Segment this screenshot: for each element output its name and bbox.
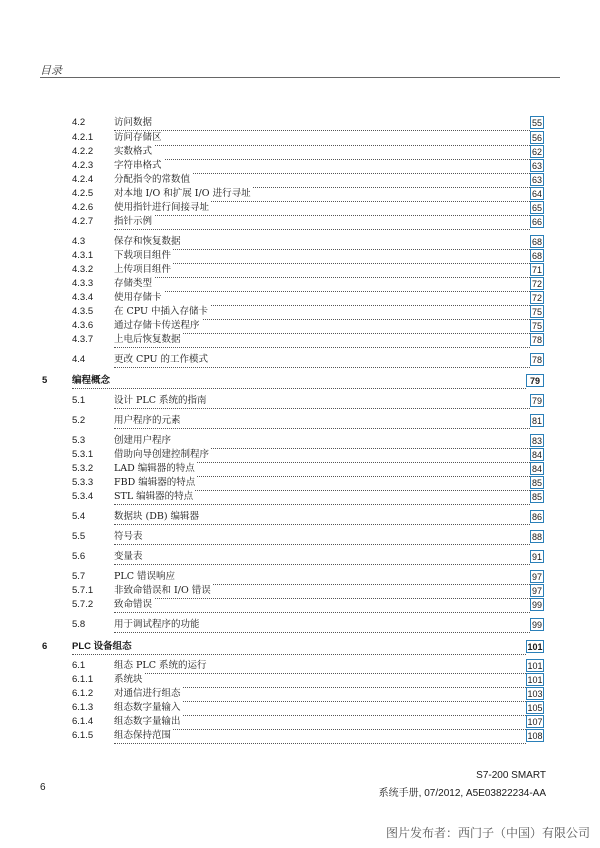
toc-entry-title[interactable]: 上电后恢复数据 <box>114 334 181 345</box>
toc-page-link[interactable]: 84 <box>531 464 542 474</box>
toc-dot-leader <box>114 729 526 744</box>
toc-entry-title[interactable]: 在 CPU 中插入存储卡 <box>114 306 209 317</box>
toc-entry[interactable] <box>72 159 544 173</box>
toc-entry[interactable] <box>72 673 544 687</box>
publisher-watermark: 图片发布者：西门子（中国）有限公司 <box>385 826 590 840</box>
toc-dot-leader <box>114 510 530 525</box>
toc-entry-number: 4.4 <box>72 354 86 365</box>
toc-entry-number: 5.5 <box>72 531 86 542</box>
toc-entry-title[interactable]: PLC 设备组态 <box>72 641 132 652</box>
footer-page-number: 6 <box>40 782 46 793</box>
toc-entry-number: 5.1 <box>72 395 86 406</box>
toc-entry[interactable] <box>72 235 544 249</box>
toc-entry-title[interactable]: 对通信进行组态 <box>114 688 181 699</box>
toc-page-link[interactable]: 65 <box>531 203 542 213</box>
toc-entry-title[interactable]: 编程概念 <box>72 375 111 386</box>
toc-page-link[interactable]: 66 <box>531 217 542 227</box>
toc-entry-title[interactable]: 数据块 (DB) 编辑器 <box>114 511 200 522</box>
toc-entry-number: 4.2.5 <box>72 188 94 199</box>
toc-entry-number: 5.4 <box>72 511 86 522</box>
toc-entry-title[interactable]: 组态保持范围 <box>114 730 172 741</box>
toc-entry-number: 5.3.1 <box>72 449 94 460</box>
toc-entry-number: 4.3.6 <box>72 320 94 331</box>
toc-dot-leader <box>114 263 530 278</box>
toc-page-link[interactable]: 101 <box>527 642 543 652</box>
toc-entry[interactable] <box>72 462 544 476</box>
toc-dot-leader <box>114 598 530 613</box>
toc-entry-number: 4.3.7 <box>72 334 94 345</box>
toc-entry-number: 4.3.5 <box>72 306 94 317</box>
toc-page-link[interactable]: 107 <box>527 717 543 727</box>
toc-dot-leader <box>114 159 530 174</box>
toc-dot-leader <box>114 687 526 702</box>
toc-entry-title[interactable]: 字符串格式 <box>114 160 162 171</box>
toc-page-link[interactable]: 99 <box>531 600 542 610</box>
toc-entry-title[interactable]: 下载项目组件 <box>114 250 172 261</box>
toc-entry[interactable] <box>72 116 544 130</box>
toc-page-link[interactable]: 85 <box>531 492 542 502</box>
toc-entry-number: 5 <box>42 375 48 386</box>
toc-page-link[interactable]: 85 <box>531 478 542 488</box>
toc-page-link[interactable]: 75 <box>531 321 542 331</box>
toc-entry-number: 4.2.2 <box>72 146 94 157</box>
toc-entry[interactable] <box>72 131 544 145</box>
toc-dot-leader <box>114 187 530 202</box>
toc-entry-title[interactable]: 保存和恢复数据 <box>114 236 181 247</box>
toc-entry-number: 4.2.6 <box>72 202 94 213</box>
toc-page-link[interactable]: 71 <box>531 265 542 275</box>
toc-dot-leader <box>114 550 530 565</box>
toc-entry-title[interactable]: 致命错误 <box>114 599 153 610</box>
toc-entry-title[interactable]: 更改 CPU 的工作模式 <box>114 354 209 365</box>
toc-entry-number: 4.3 <box>72 236 86 247</box>
toc-entry-title[interactable]: 指针示例 <box>114 216 153 227</box>
toc-page-link[interactable]: 63 <box>531 175 542 185</box>
toc-page-link[interactable]: 108 <box>527 731 543 741</box>
toc-entry-number: 4.3.1 <box>72 250 94 261</box>
toc-page-link[interactable]: 55 <box>531 118 542 128</box>
toc-page-link[interactable]: 64 <box>531 189 542 199</box>
toc-entry-number: 6 <box>42 641 48 652</box>
toc-page-link[interactable]: 105 <box>527 703 543 713</box>
toc-entry-title[interactable]: 借助向导创建控制程序 <box>114 449 210 460</box>
toc-entry[interactable] <box>72 263 544 277</box>
toc-entry-title[interactable]: 对本地 I/O 和扩展 I/O 进行寻址 <box>114 188 251 199</box>
toc-dot-leader <box>114 462 530 477</box>
toc-entry-number: 5.3.3 <box>72 477 94 488</box>
toc-entry[interactable] <box>72 598 544 612</box>
toc-entry-title[interactable]: 设计 PLC 系统的指南 <box>114 395 207 406</box>
toc-dot-leader <box>114 116 530 131</box>
toc-entry[interactable] <box>72 187 544 201</box>
toc-page-link[interactable]: 75 <box>531 307 542 317</box>
toc-entry-title[interactable]: LAD 编辑器的特点 <box>114 463 195 474</box>
toc-dot-leader <box>114 333 530 348</box>
toc-entry-title[interactable]: 创建用户程序 <box>114 435 172 446</box>
toc-dot-leader <box>114 215 530 230</box>
toc-entry-title[interactable]: 通过存储卡传送程序 <box>114 320 200 331</box>
toc-entry-number: 4.2 <box>72 117 86 128</box>
toc-entry-title[interactable]: 组态 PLC 系统的运行 <box>114 660 207 671</box>
toc-page-link[interactable]: 79 <box>526 374 544 387</box>
toc-entry-title[interactable]: FBD 编辑器的特点 <box>114 477 196 488</box>
toc-page-link[interactable]: 103 <box>527 689 543 699</box>
toc-page-link[interactable]: 97 <box>531 586 542 596</box>
toc-entry[interactable] <box>72 414 544 428</box>
toc-dot-leader <box>114 584 530 599</box>
footer-product-name: S7-200 SMART <box>476 770 546 781</box>
toc-entry-number: 4.3.4 <box>72 292 94 303</box>
toc-dot-leader <box>114 319 530 334</box>
toc-entry[interactable] <box>72 550 544 564</box>
toc-entry-number: 4.2.4 <box>72 174 94 185</box>
toc-page-link[interactable]: 56 <box>531 133 542 143</box>
toc-entry-number: 5.2 <box>72 415 86 426</box>
toc-entry[interactable] <box>72 173 544 187</box>
toc-entry[interactable] <box>72 530 544 544</box>
toc-entry[interactable] <box>72 291 544 305</box>
toc-entry-number: 5.6 <box>72 551 86 562</box>
toc-page-link[interactable]: 99 <box>531 620 542 630</box>
toc-entry-title[interactable]: 变量表 <box>114 551 143 562</box>
toc-dot-leader <box>114 173 530 188</box>
toc-page-link[interactable]: 68 <box>531 237 542 247</box>
toc-dot-leader <box>114 715 526 730</box>
toc-dot-leader <box>114 201 530 216</box>
toc-dot-leader <box>114 673 526 688</box>
toc-entry[interactable] <box>72 490 544 504</box>
toc-entry[interactable] <box>72 333 544 347</box>
toc-page-link[interactable]: 83 <box>531 436 542 446</box>
toc-page-link[interactable]: 81 <box>531 416 542 426</box>
toc-entry-number: 5.8 <box>72 619 86 630</box>
toc-dot-leader <box>114 530 530 545</box>
toc-dot-leader <box>114 476 530 491</box>
toc-page-link[interactable]: 78 <box>531 355 542 365</box>
toc-dot-leader <box>114 570 530 585</box>
toc-entry-title[interactable]: 存储类型 <box>114 278 153 289</box>
toc-dot-leader <box>114 145 530 160</box>
toc-entry[interactable] <box>72 729 544 743</box>
toc-entry-number: 4.3.3 <box>72 278 94 289</box>
toc-page-link[interactable]: 62 <box>531 147 542 157</box>
toc-entry-title[interactable]: STL 编辑器的特点 <box>114 491 194 502</box>
toc-entry[interactable] <box>72 353 544 367</box>
toc-dot-leader <box>114 305 530 320</box>
toc-entry-number: 6.1.4 <box>72 716 94 727</box>
toc-entry-number: 4.2.1 <box>72 132 94 143</box>
toc-entry[interactable] <box>72 584 544 598</box>
toc-dot-leader <box>72 374 526 389</box>
toc-entry-title[interactable]: 组态数字量输入 <box>114 702 181 713</box>
toc-dot-leader <box>114 131 530 146</box>
toc-entry-title[interactable]: 非致命错误和 I/O 错误 <box>114 585 211 596</box>
toc-dot-leader <box>114 434 530 449</box>
footer-manual-info: 系统手册, 07/2012, A5E03822234-AA <box>378 788 546 799</box>
toc-entry-number: 4.2.7 <box>72 216 94 227</box>
toc-entry-title[interactable]: 组态数字量输出 <box>114 716 181 727</box>
toc-entry-number: 6.1 <box>72 660 86 671</box>
toc-page-link[interactable]: 101 <box>527 675 543 685</box>
toc-entry-title[interactable]: 系统块 <box>114 674 143 685</box>
toc-dot-leader <box>114 235 530 250</box>
toc-entry-number: 5.7.2 <box>72 599 94 610</box>
toc-entry[interactable] <box>72 145 544 159</box>
toc-entry[interactable] <box>72 394 544 408</box>
toc-entry[interactable] <box>72 701 544 715</box>
toc-entry-number: 6.1.5 <box>72 730 94 741</box>
toc-dot-leader <box>114 618 530 633</box>
toc-dot-leader <box>114 394 530 409</box>
toc-entry-number: 6.1.3 <box>72 702 94 713</box>
toc-entry[interactable] <box>72 618 544 632</box>
toc-entry-title[interactable]: 使用指针进行间接寻址 <box>114 202 210 213</box>
toc-entry-number: 4.2.3 <box>72 160 94 171</box>
toc-entry-number: 5.7.1 <box>72 585 94 596</box>
toc-entry[interactable] <box>72 715 544 729</box>
toc-page-link[interactable]: 72 <box>531 293 542 303</box>
toc-entry-number: 4.3.2 <box>72 264 94 275</box>
toc-page-link[interactable]: 88 <box>531 532 542 542</box>
toc-entry-number: 5.3.2 <box>72 463 94 474</box>
toc-dot-leader <box>72 640 526 655</box>
toc-chapter-entry[interactable] <box>42 374 544 388</box>
toc-page-link[interactable]: 101 <box>527 661 543 671</box>
toc-page-link[interactable]: 72 <box>531 279 542 289</box>
toc-dot-leader <box>114 490 530 505</box>
toc-page-link[interactable]: 79 <box>531 396 542 406</box>
toc-entry-title[interactable]: 用于调试程序的功能 <box>114 619 200 630</box>
toc-entry-title[interactable]: 访问数据 <box>114 117 153 128</box>
toc-entry[interactable] <box>72 215 544 229</box>
toc-entry-number: 6.1.2 <box>72 688 94 699</box>
toc-dot-leader <box>114 249 530 264</box>
toc-entry[interactable] <box>72 570 544 584</box>
toc-entry-number: 5.3.4 <box>72 491 94 502</box>
toc-entry[interactable] <box>72 659 544 673</box>
toc-dot-leader <box>114 701 526 716</box>
toc-entry-title[interactable]: 上传项目组件 <box>114 264 172 275</box>
toc-entry[interactable] <box>72 448 544 462</box>
toc-entry[interactable] <box>72 510 544 524</box>
toc-entry[interactable] <box>72 201 544 215</box>
toc-entry-number: 6.1.1 <box>72 674 94 685</box>
toc-entry[interactable] <box>72 687 544 701</box>
toc-entry[interactable] <box>72 277 544 291</box>
toc-entry-title[interactable]: 分配指令的常数值 <box>114 174 191 185</box>
toc-page-link[interactable]: 91 <box>531 552 542 562</box>
toc-entry[interactable] <box>72 476 544 490</box>
toc-page-link[interactable]: 84 <box>531 450 542 460</box>
toc-entry[interactable] <box>72 305 544 319</box>
toc-entry-number: 5.3 <box>72 435 86 446</box>
header-title: 目录 <box>40 65 62 77</box>
toc-entry[interactable] <box>72 434 544 448</box>
toc-entry-title[interactable]: 访问存储区 <box>114 132 162 143</box>
toc-chapter-entry[interactable] <box>42 640 544 654</box>
toc-entry-number: 5.7 <box>72 571 86 582</box>
toc-dot-leader <box>114 277 530 292</box>
toc-dot-leader <box>114 414 530 429</box>
toc-page-link[interactable]: 63 <box>531 161 542 171</box>
toc-entry-title[interactable]: PLC 错误响应 <box>114 571 175 582</box>
toc-page-link[interactable]: 97 <box>531 572 542 582</box>
toc-entry[interactable] <box>72 319 544 333</box>
toc-entry-title[interactable]: 用户程序的元素 <box>114 415 181 426</box>
toc-dot-leader <box>114 291 530 306</box>
toc-page-link[interactable]: 78 <box>531 335 542 345</box>
toc-entry-title[interactable]: 使用存储卡 <box>114 292 162 303</box>
toc-entry[interactable] <box>72 249 544 263</box>
toc-page-link[interactable]: 86 <box>531 512 542 522</box>
toc-page-link[interactable]: 68 <box>531 251 542 261</box>
toc-dot-leader <box>114 659 526 674</box>
toc-entry-title[interactable]: 符号表 <box>114 531 143 542</box>
toc-dot-leader <box>114 448 530 463</box>
toc-dot-leader <box>114 353 530 368</box>
toc-entry-title[interactable]: 实数格式 <box>114 146 153 157</box>
